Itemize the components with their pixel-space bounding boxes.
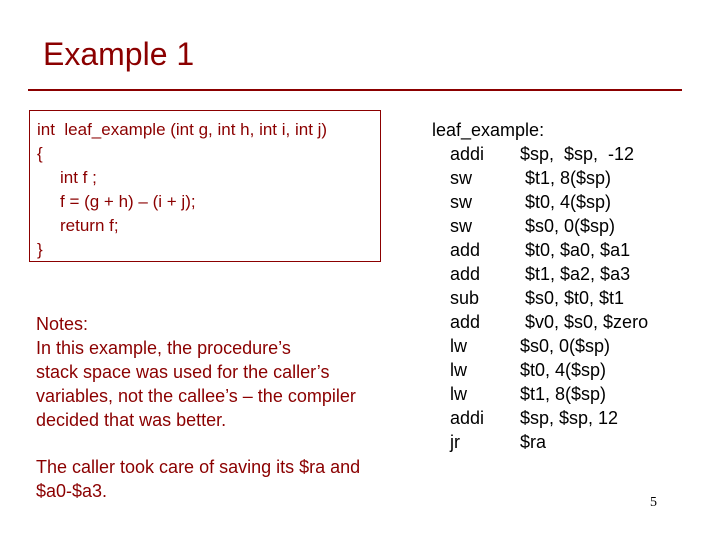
assembly-operands: $s0, 0($sp) [520,216,616,236]
assembly-listing [450,142,680,454]
assembly-operands: $sp, $sp, -12 [520,144,635,164]
assembly-instruction [450,286,680,310]
assembly-opcode: sw [450,192,472,212]
assembly-instruction [450,310,680,334]
page-number: 5 [650,495,657,510]
assembly-opcode: lw [450,336,467,356]
assembly-operands: $s0, $t0, $t1 [520,288,625,308]
assembly-opcode: addi [450,144,485,164]
notes-line: decided that was better. [36,410,227,430]
assembly-opcode: addi [450,408,485,428]
assembly-operands: $t0, 4($sp) [520,192,612,212]
slide-title: Example 1 [43,36,195,72]
assembly-instruction [450,430,680,454]
assembly-opcode: sub [450,288,480,308]
assembly-instruction [450,382,680,406]
code-line-assignment: f = (g + h) – (i + j); [60,192,196,211]
notes-heading: Notes: [36,314,89,334]
assembly-opcode: add [450,240,481,260]
code-line-return: return f; [60,216,119,235]
assembly-opcode: add [450,264,481,284]
assembly-operands: $v0, $s0, $zero [520,312,649,332]
assembly-operands: $t0, 4($sp) [520,360,607,380]
notes-extra-line: $a0-$a3. [36,481,108,501]
notes-line: In this example, the procedure’s [36,338,291,358]
notes-extra-line: The caller took care of saving its $ra and [36,457,361,477]
assembly-opcode: sw [450,168,472,188]
c-code-box [29,110,381,262]
assembly-operands: $t1, $a2, $a3 [520,264,631,284]
assembly-instruction [450,334,680,358]
assembly-label: leaf_example: [432,120,545,140]
assembly-opcode: add [450,312,481,332]
assembly-operands: $sp, $sp, 12 [520,408,619,428]
assembly-opcode: lw [450,384,467,404]
assembly-operands: $s0, 0($sp) [520,336,611,356]
assembly-operands: $t0, $a0, $a1 [520,240,631,260]
assembly-operands: $t1, 8($sp) [520,168,612,188]
assembly-opcode: jr [450,432,460,452]
code-line-signature: int leaf_example (int g, int h, int i, int j) [37,120,328,139]
assembly-opcode: lw [450,360,467,380]
assembly-instruction [450,142,680,166]
notes-caller-paragraph [36,455,416,503]
assembly-instruction [450,262,680,286]
notes-line: stack space was used for the caller’s [36,362,330,382]
title-divider [28,89,682,91]
assembly-instruction [450,358,680,382]
assembly-instruction [450,214,680,238]
code-line-declaration: int f ; [60,168,97,187]
assembly-operands: $ra [520,432,547,452]
assembly-instruction [450,166,680,190]
assembly-operands: $t1, 8($sp) [520,384,607,404]
code-line-open-brace: { [37,144,43,163]
assembly-instruction [450,406,680,430]
code-line-close-brace: } [37,240,43,259]
notes-line: variables, not the callee’s – the compiler [36,386,356,406]
notes-body [36,336,406,432]
assembly-instruction [450,190,680,214]
assembly-opcode: sw [450,216,472,236]
assembly-instruction [450,238,680,262]
